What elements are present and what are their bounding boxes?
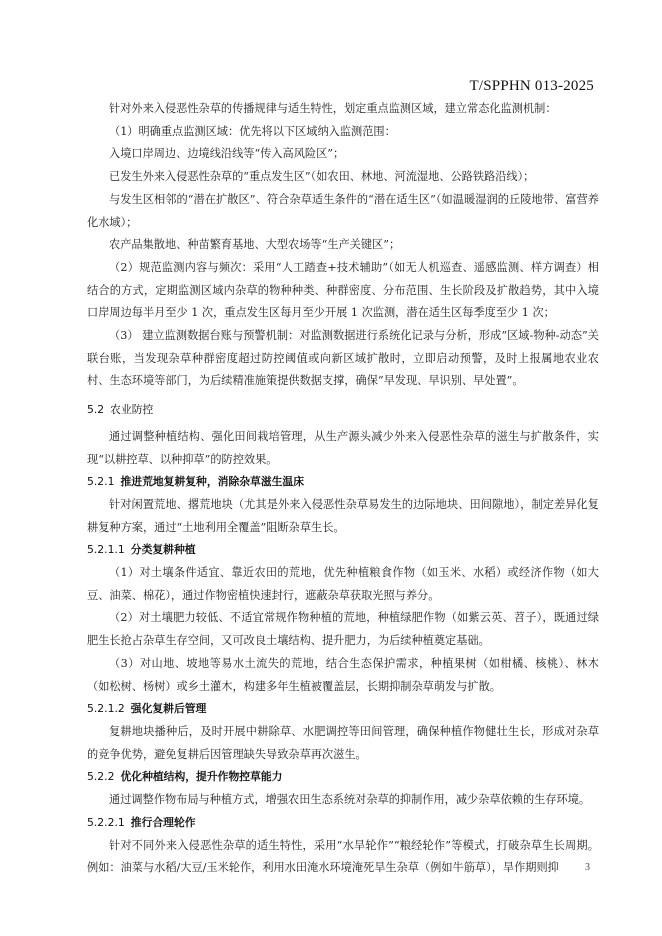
section-title: 推进荒地复耕复种，消除杂草滋生温床	[120, 475, 305, 489]
document-body	[87, 98, 599, 880]
paragraph: 农产品集散地、种苗繁育基地、大型农场等“生产关键区”；	[109, 238, 401, 252]
section-title: 推行合理轮作	[130, 815, 196, 829]
section-heading-5-2-2-1	[87, 812, 599, 835]
paragraph: （3）对山地、坡地等易水土流失的荒地，结合生态保护需求，种植果树（如柑橘、核桃）、林木（如松树、杨树）或乡土灌木，构建多年生植被覆盖层，长期抑制杂草萌发与扩散。	[87, 656, 599, 693]
paragraph: 入境口岸周边、边境线沿线等“传入高风险区”；	[109, 147, 345, 161]
section-title: 优化种植结构，提升作物控草能力	[120, 770, 283, 784]
paragraph: （2）规范监测内容与频次：采用“人工踏查+技术辅助”（如无人机巡查、遥感监测、样方调查）相结合的方式，定期监测区域内杂草的物种种类、种群密度、分布范围、生长阶段及扩散趋势，其中入境口岸周边每半月至少 1 次，重点发生区每月至少开展 1 次监测，潜在适生区每季度至少 1 次；	[87, 260, 599, 320]
section-title: 强化复耕后管理	[130, 702, 207, 716]
page-number: 3	[585, 862, 590, 873]
section-number: 5.2.2.1	[87, 815, 125, 829]
section-heading-5-2-1	[87, 471, 599, 494]
paragraph: （2）对土壤肥力较低、不适宜常规作物种植的荒地，种植绿肥作物（如紫云英、苕子），既通过绿肥生长抢占杂草生存空间，又可改良土壤结构、提升肥力，为后续种植奠定基础。	[87, 611, 599, 648]
paragraph: 复耕地块播种后，及时开展中耕除草、水肥调控等田间管理，确保种植作物健壮生长，形成对杂草的竞争优势，避免复耕后因管理缺失导致杂草再次滋生。	[87, 724, 599, 761]
paragraph: 已发生外来入侵恶性杂草的“重点发生区”（如农田、林地、河流湿地、公路铁路沿线）；	[109, 170, 535, 184]
section-number: 5.2.2	[87, 770, 115, 784]
paragraph: 通过调整种植结构、强化田间栽培管理，从生产源头减少外来入侵恶性杂草的滋生与扩散条件，实现“以耕控草、以种抑草”的防控效果。	[87, 429, 599, 466]
paragraph: （1）对土壤条件适宜、靠近农田的荒地，优先种植粮食作物（如玉米、水稻）或经济作物（如大豆、油菜、棉花），通过作物密植快速封行，遮蔽杂草获取光照与养分。	[87, 566, 599, 602]
section-number: 5.2.1.1	[87, 543, 125, 557]
section-heading-5-2-1-2	[87, 698, 599, 721]
paragraph: 针对外来入侵恶性杂草的传播规律与适生特性，划定重点监测区域，建立常态化监测机制：	[109, 102, 557, 115]
paragraph: （1）明确重点监测区域：优先将以下区域纳入监测范围：	[109, 124, 396, 138]
section-title: 农业防控	[110, 403, 154, 417]
section-heading-5-2-2	[87, 766, 599, 789]
section-number: 5.2.1.2	[87, 702, 125, 716]
paragraph: 针对不同外来入侵恶性杂草的适生特性，采用“水旱轮作”“粮经轮作”等模式，打破杂草生长周期。例如：油菜与水稻/大豆/玉米轮作，利用水田淹水环境淹死旱生杂草（例如牛筋草），旱作期则抑	[87, 838, 599, 875]
section-number: 5.2	[87, 403, 105, 417]
paragraph: 与发生区相邻的“潜在扩散区”、符合杂草适生条件的“潜在适生区”（如温暖湿润的丘陵地带、富营养化水域）；	[87, 192, 599, 229]
paragraph: （3） 建立监测数据台账与预警机制：对监测数据进行系统化记录与分析，形成“区域-物种-动态”关联台账，当发现杂草种群密度超过防控阈值或向新区域扩散时，立即启动预警，及时上报属地农业农村、生态环境等部门，为后续精准施策提供数据支撑，确保“早发现、早识别、早处置”。	[87, 329, 599, 388]
paragraph: 针对闲置荒地、撂荒地块（尤其是外来入侵恶性杂草易发生的边际地块、田间隙地），制定差异化复耕复种方案，通过“土地利用全覆盖”阻断杂草生长。	[87, 497, 599, 534]
document-code: T/SPPHN 013-2025	[469, 78, 594, 94]
section-heading-5-2-1-1	[87, 539, 599, 562]
paragraph: 通过调整作物布局与种植方式，增强农田生态系统对杂草的抑制作用，减少杂草依赖的生存环境。	[109, 793, 591, 807]
section-heading-5-2	[87, 399, 599, 422]
section-number: 5.2.1	[87, 475, 115, 489]
section-title: 分类复耕种植	[130, 543, 196, 557]
